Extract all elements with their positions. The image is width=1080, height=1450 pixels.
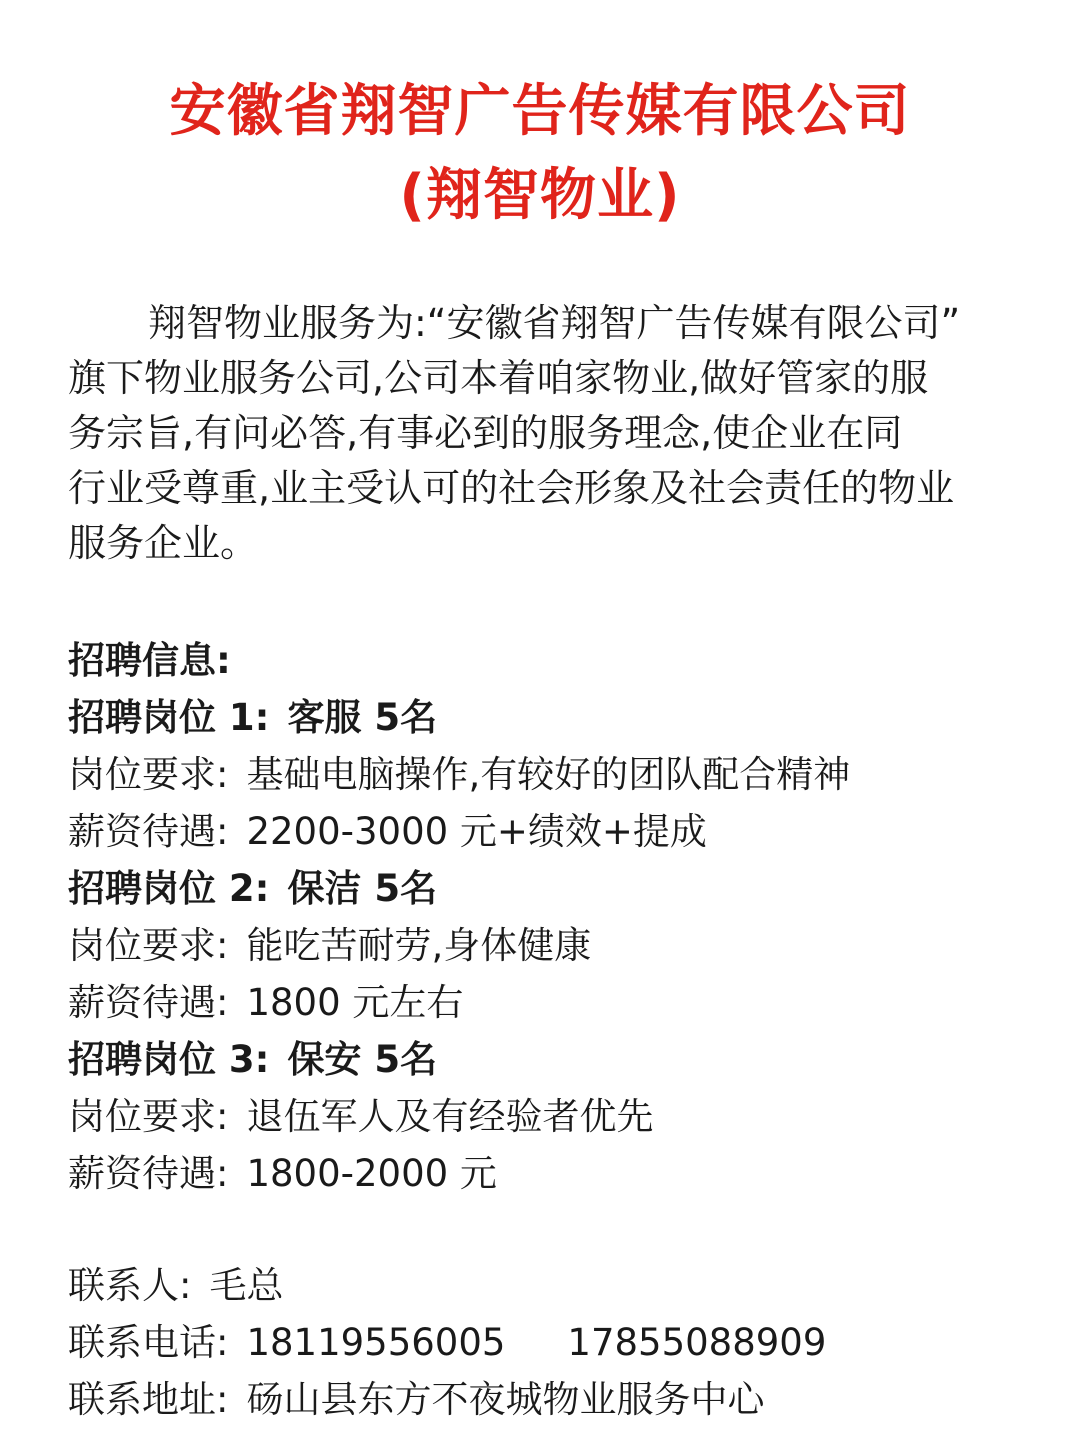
salary-value: 2200-3000 元+绩效+提成 <box>246 810 707 853</box>
requirement-value: 基础电脑操作,有较好的团队配合精神 <box>246 753 851 796</box>
position-role: 保安 5名 <box>287 1038 438 1081</box>
contact-person-value: 毛总 <box>209 1264 284 1307</box>
position-block <box>68 689 1028 860</box>
position-title <box>68 1031 1028 1088</box>
intro-paragraph <box>68 296 1028 571</box>
position-block <box>68 860 1028 1031</box>
intro-line: 翔智物业服务为:“安徽省翔智广告传媒有限公司” <box>148 301 961 345</box>
intro-line: 行业受尊重,业主受认可的社会形象及社会责任的物业 <box>68 466 955 510</box>
salary-value: 1800 元左右 <box>246 981 464 1024</box>
recruitment-heading: 招聘信息: <box>68 639 231 682</box>
requirement-label: 岗位要求: <box>68 1095 229 1138</box>
recruitment-section <box>68 632 1028 1202</box>
company-subtitle: (翔智物业) <box>399 163 681 228</box>
position-number: 招聘岗位 2: <box>68 867 270 910</box>
contact-address-value: 砀山县东方不夜城物业服务中心 <box>246 1378 765 1421</box>
company-title: 安徽省翔智广告传媒有限公司 <box>169 79 911 144</box>
contact-address <box>68 1371 1028 1428</box>
position-title <box>68 689 1028 746</box>
contact-address-label: 联系地址: <box>68 1378 229 1421</box>
contact-person <box>68 1257 1028 1314</box>
position-salary <box>68 974 1028 1031</box>
intro-line: 旗下物业服务公司,公司本着咱家物业,做好管家的服 <box>68 356 929 400</box>
salary-value: 1800-2000 元 <box>246 1152 497 1195</box>
salary-label: 薪资待遇: <box>68 810 229 853</box>
contact-phone <box>68 1314 1028 1371</box>
position-role: 客服 5名 <box>287 696 438 739</box>
position-requirement <box>68 746 1028 803</box>
position-salary <box>68 1145 1028 1202</box>
phone-number-2[interactable]: 17855088909 <box>567 1321 827 1364</box>
requirement-label: 岗位要求: <box>68 753 229 796</box>
phone-number-1[interactable]: 18119556005 <box>246 1321 506 1364</box>
contact-phone-label: 联系电话: <box>68 1321 229 1364</box>
salary-label: 薪资待遇: <box>68 981 229 1024</box>
position-number: 招聘岗位 3: <box>68 1038 270 1081</box>
intro-line: 务宗旨,有问必答,有事必到的服务理念,使企业在同 <box>68 411 903 455</box>
position-requirement <box>68 917 1028 974</box>
requirement-value: 退伍军人及有经验者优先 <box>246 1095 654 1138</box>
position-requirement <box>68 1088 1028 1145</box>
intro-line: 服务企业。 <box>68 521 259 565</box>
contact-person-label: 联系人: <box>68 1264 192 1307</box>
position-number: 招聘岗位 1: <box>68 696 270 739</box>
contact-section <box>68 1257 1028 1428</box>
requirement-label: 岗位要求: <box>68 924 229 967</box>
salary-label: 薪资待遇: <box>68 1152 229 1195</box>
position-salary <box>68 803 1028 860</box>
position-title <box>68 860 1028 917</box>
position-role: 保洁 5名 <box>287 867 438 910</box>
position-block <box>68 1031 1028 1202</box>
requirement-value: 能吃苦耐劳,身体健康 <box>246 924 592 967</box>
